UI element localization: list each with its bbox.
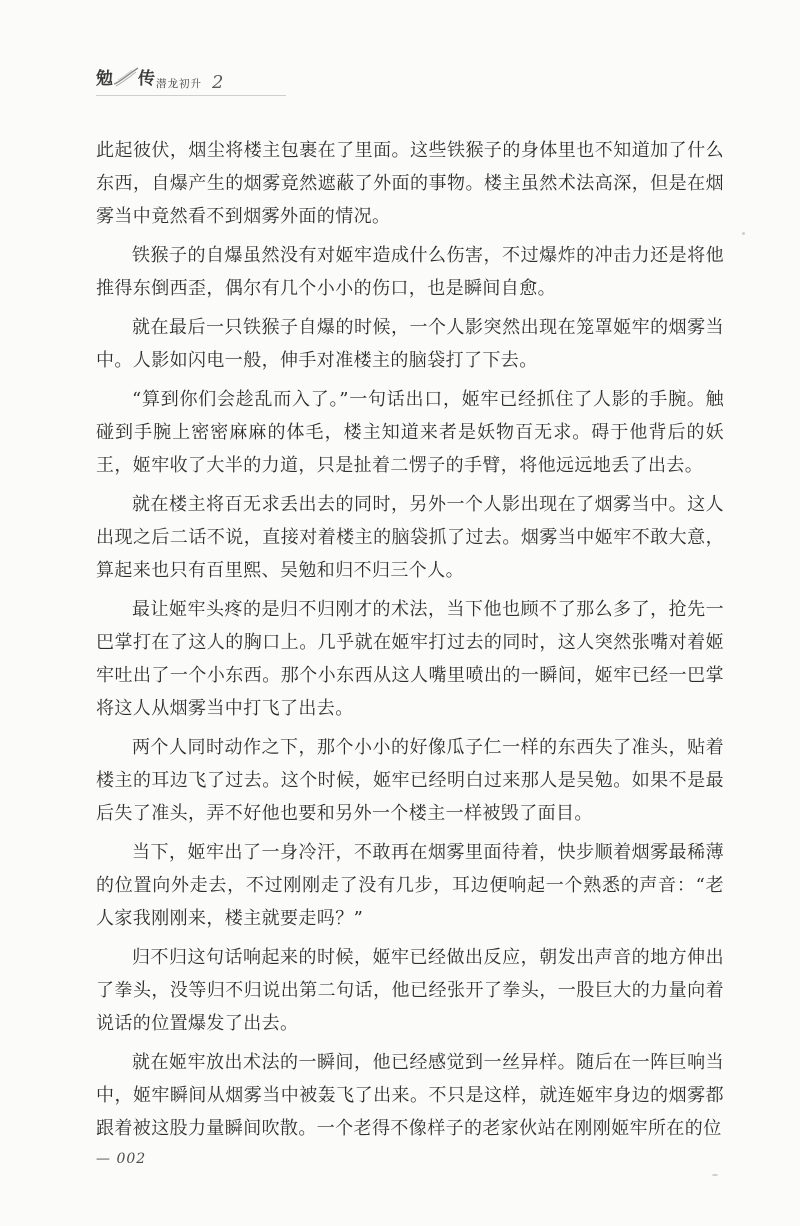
paragraph-8: 当下，姬牢出了一身冷汗，不敢再在烟雾里面待着，快步顺着烟雾最稀薄的位置向外走去，不过刚刚走了没有几步，耳边便响起一个熟悉的声音：“老人家我刚刚来，楼主就要走吗？”: [96, 842, 724, 929]
running-header: [96, 58, 296, 98]
header-subtitle: 潜龙初升: [156, 78, 202, 90]
paragraph-4: “算到你们会趁乱而入了。”一句话出口，姬牢已经抓住了人影的手腕。触碰到手腕上密密麻麻的体毛，楼主知道来者是妖物百无求。碍于他背后的妖王，姬牢收了大半的力道，只是扯着二愣子的手臂，将他远远地丢了出去。: [96, 389, 724, 476]
paragraph-5: 就在楼主将百无求丢出去的同时，另外一个人影出现在了烟雾当中。这人出现之后二话不说，直接对着楼主的脑袋抓了过去。烟雾当中姬牢不敢大意，算起来也只有百里熙、吴勉和归不归三个人。: [96, 494, 724, 581]
paragraph-6: 最让姬牢头疼的是归不归刚才的术法，当下他也顾不了那么多了，抢先一巴掌打在了这人的胸口上。几乎就在姬牢打过去的同时，这人突然张嘴对着姬牢吐出了一个小东西。那个小东西从这人嘴里喷出的一瞬间，姬牢已经一巴掌将这人从烟雾当中打飞了出去。: [96, 599, 724, 719]
header-title-char-1: 勉: [96, 69, 113, 89]
page-number: — 002: [96, 1151, 147, 1167]
header-volume-number: 2: [212, 72, 224, 93]
scan-speck: [712, 1174, 718, 1176]
scan-speck: [742, 232, 745, 235]
header-rule: [96, 95, 286, 96]
paragraph-10: 就在姬牢放出术法的一瞬间，他已经感觉到一丝异样。随后在一阵巨响当中，姬牢瞬间从烟雾当中被轰飞了出来。不只是这样，就连姬牢身边的烟雾都跟着被这股力量瞬间吹散。一个老得不像样子的老家伙站在刚刚姬牢所在的位: [96, 1052, 724, 1139]
paragraph-3: 就在最后一只铁猴子自爆的时候，一个人影突然出现在笼罩姬牢的烟雾当中。人影如闪电一般，伸手对准楼主的脑袋打了下去。: [96, 317, 724, 371]
paragraph-2: 铁猴子的自爆虽然没有对姬牢造成什么伤害，不过爆炸的冲击力还是将他推得东倒西歪，偶尔有几个小小的伤口，也是瞬间自愈。: [96, 245, 724, 299]
paragraph-9: 归不归这句话响起来的时候，姬牢已经做出反应，朝发出声音的地方伸出了拳头，没等归不归说出第二句话，他已经张开了拳头，一股巨大的力量向着说话的位置爆发了出去。: [96, 947, 724, 1034]
swoosh-ornament-icon: [112, 66, 140, 88]
paragraph-1: 此起彼伏，烟尘将楼主包裹在了里面。这些铁猴子的身体里也不知道加了什么东西，自爆产生的烟雾竟然遮蔽了外面的事物。楼主虽然术法高深，但是在烟雾当中竟然看不到烟雾外面的情况。: [96, 140, 724, 227]
body-text: [96, 134, 724, 1151]
paragraph-7: 两个人同时动作之下，那个小小的好像瓜子仁一样的东西失了准头，贴着楼主的耳边飞了过去。这个时候，姬牢已经明白过来那人是吴勉。如果不是最后失了准头，弄不好他也要和另外一个楼主一样被毁了面目。: [96, 737, 724, 824]
header-title-char-2: 传: [138, 69, 155, 89]
